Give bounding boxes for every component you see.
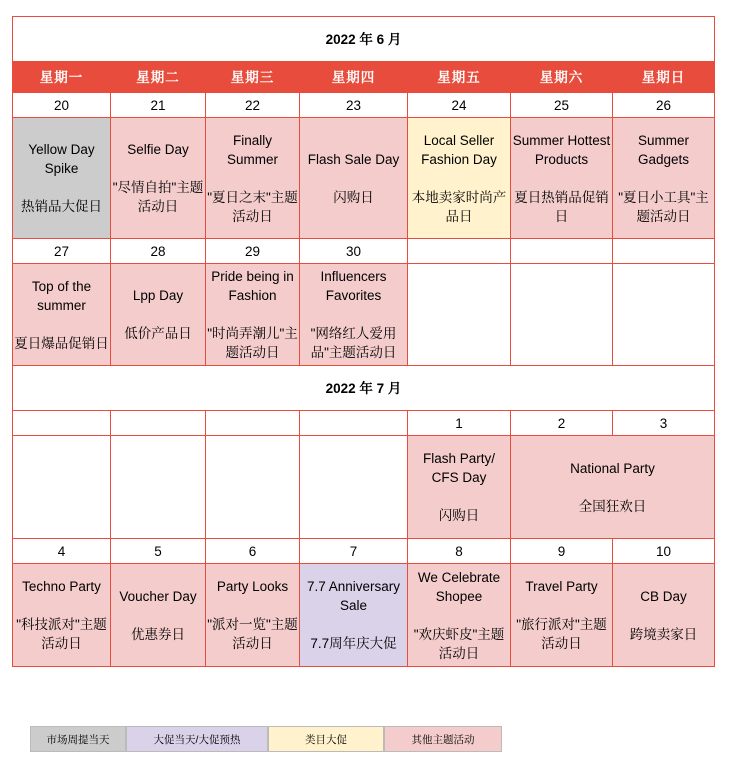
day-number: 22 (206, 93, 300, 118)
day-number: 20 (13, 93, 111, 118)
event-cell (613, 118, 715, 239)
weekday-thu: 星期四 (300, 62, 408, 93)
event-title-zh: 全国狂欢日 (578, 498, 647, 514)
empty-cell (511, 264, 613, 366)
event-cell (111, 118, 206, 239)
day-number: 10 (613, 539, 715, 564)
event-title-en: National Party (570, 460, 655, 476)
event-title-en: Summer Gadgets (637, 132, 690, 167)
weekday-wed: 星期三 (206, 62, 300, 93)
event-title-zh: "旅行派对"主题活动日 (516, 617, 607, 651)
empty-cell (408, 264, 511, 366)
event-title-zh: 优惠券日 (131, 626, 185, 642)
calendar-sheet (12, 16, 714, 667)
event-cell (111, 264, 206, 366)
event-cell (300, 118, 408, 239)
event-title-en: Finally Summer (226, 132, 278, 167)
day-number: 25 (511, 93, 613, 118)
calendar-table (12, 16, 715, 667)
event-title-zh: 闪购日 (333, 189, 374, 205)
legend-market-report-day: 市场周提当天 (30, 726, 126, 752)
event-title-en: Flash Sale Day (307, 151, 400, 167)
event-cell (13, 118, 111, 239)
day-number: 5 (111, 539, 206, 564)
july-week2-events (13, 564, 715, 667)
june-title: 2022 年 6 月 (13, 17, 715, 62)
event-title-en: Summer Hottest Products (512, 132, 611, 167)
day-number: 26 (613, 93, 715, 118)
empty-cell (613, 264, 715, 366)
empty-cell (206, 436, 300, 539)
event-title-zh: 本地卖家时尚产品日 (411, 189, 507, 224)
event-cell (511, 436, 715, 539)
event-title-en: CB Day (640, 588, 687, 604)
event-cell (408, 436, 511, 539)
event-title-en: Travel Party (525, 579, 598, 594)
event-cell (408, 564, 511, 667)
day-number: 2 (511, 411, 613, 436)
weekday-header (13, 62, 715, 93)
event-title-zh: 热销品大促日 (21, 199, 102, 214)
event-title-zh: "网络红人爱用品"主题活动日 (310, 326, 397, 360)
weekday-sun: 星期日 (613, 62, 715, 93)
event-cell (111, 564, 206, 667)
day-number: 30 (300, 239, 408, 264)
event-cell (13, 264, 111, 366)
day-number (613, 239, 715, 264)
day-number: 29 (206, 239, 300, 264)
event-title-en: Local Seller Fashion Day (421, 132, 497, 167)
event-title-zh: "派对一览"主题活动日 (207, 617, 298, 651)
event-title-en: Party Looks (216, 579, 289, 594)
legend-big-promo-day: 大促当天/大促预热 (126, 726, 268, 752)
day-number: 8 (408, 539, 511, 564)
event-title-en: We Celebrate Shopee (417, 569, 501, 604)
event-title-en: Top of the summer (31, 278, 92, 313)
event-cell (206, 118, 300, 239)
event-title-en: 7.7 Anniversary Sale (306, 579, 401, 613)
event-title-en: Voucher Day (119, 588, 197, 604)
event-title-zh: "欢庆虾皮"主题活动日 (413, 626, 505, 661)
day-number: 7 (300, 539, 408, 564)
event-title-zh: 低价产品日 (124, 326, 192, 341)
event-title-en: Lpp Day (132, 288, 184, 303)
day-number: 27 (13, 239, 111, 264)
day-number: 6 (206, 539, 300, 564)
event-title-en: Flash Party/ CFS Day (422, 451, 496, 485)
july-week2-dates (13, 539, 715, 564)
event-title-zh: 闪购日 (438, 508, 480, 523)
event-cell (511, 564, 613, 667)
day-number (408, 239, 511, 264)
july-week1-events (13, 436, 715, 539)
legend-other-theme-events: 其他主题活动 (384, 726, 502, 752)
event-title-zh: "夏日之末"主题活动日 (207, 189, 298, 224)
event-cell (300, 264, 408, 366)
event-cell (206, 264, 300, 366)
event-cell (300, 564, 408, 667)
day-number: 24 (408, 93, 511, 118)
event-title-zh: "尽情自拍"主题活动日 (112, 180, 204, 214)
event-cell (13, 564, 111, 667)
day-number: 3 (613, 411, 715, 436)
event-title-zh: "科技派对"主题活动日 (16, 617, 107, 651)
day-number: 23 (300, 93, 408, 118)
july-title: 2022 年 7 月 (13, 366, 715, 411)
day-number: 9 (511, 539, 613, 564)
empty-cell (111, 436, 206, 539)
event-title-en: Selfie Day (127, 142, 189, 157)
weekday-fri: 星期五 (408, 62, 511, 93)
event-title-zh: 夏日热销品促销日 (514, 189, 609, 224)
june-week1-dates (13, 93, 715, 118)
weekday-mon: 星期一 (13, 62, 111, 93)
day-number: 28 (111, 239, 206, 264)
event-title-zh: 7.7周年庆大促 (310, 636, 397, 651)
event-title-en: Yellow Day Spike (28, 142, 95, 176)
day-number (511, 239, 613, 264)
day-number: 21 (111, 93, 206, 118)
day-number: 4 (13, 539, 111, 564)
event-title-en: Pride being in Fashion (211, 269, 294, 303)
event-cell (206, 564, 300, 667)
event-title-zh: "夏日小工具"主题活动日 (618, 189, 709, 224)
event-title-zh: 跨境卖家日 (629, 626, 698, 642)
june-week1-events (13, 118, 715, 239)
day-number (111, 411, 206, 436)
day-number: 1 (408, 411, 511, 436)
july-week1-dates (13, 411, 715, 436)
event-cell (511, 118, 613, 239)
event-title-zh: "时尚弄潮儿"主题活动日 (207, 326, 298, 360)
day-number (300, 411, 408, 436)
event-cell (613, 564, 715, 667)
event-cell (408, 118, 511, 239)
event-title-en: Influencers Favorites (320, 269, 387, 303)
june-week2-dates (13, 239, 715, 264)
event-title-zh: 夏日爆品促销日 (14, 335, 109, 351)
legend-category-promo: 类目大促 (268, 726, 384, 752)
day-number (13, 411, 111, 436)
color-legend (30, 726, 502, 752)
june-week2-events (13, 264, 715, 366)
weekday-sat: 星期六 (511, 62, 613, 93)
empty-cell (13, 436, 111, 539)
event-title-en: Techno Party (22, 579, 101, 594)
empty-cell (300, 436, 408, 539)
day-number (206, 411, 300, 436)
weekday-tue: 星期二 (111, 62, 206, 93)
